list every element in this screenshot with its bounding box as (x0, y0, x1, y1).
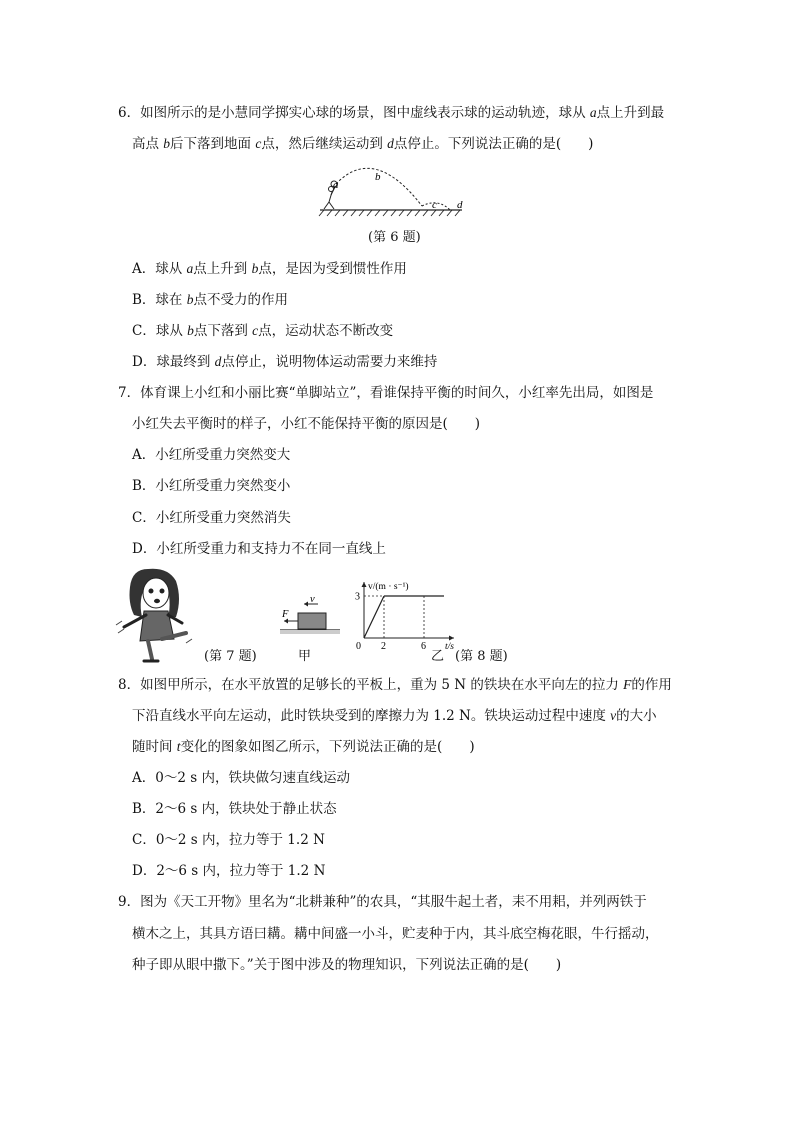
standing-leg (148, 641, 152, 659)
face (143, 578, 169, 608)
q9-stem-line-3: 种子即从眼中撒下。”关于图中涉及的物理知识，下列说法正确的是( ) (132, 957, 562, 973)
vt-line-segment (364, 596, 384, 638)
q6-option-c: C．球从 b点下落到 c点，运动状态不断改变 (132, 323, 394, 339)
q6-option-d: D．球最终到 d点停止，说明物体运动需要力来维持 (132, 354, 438, 370)
q7-caption: (第 7 题) (204, 649, 257, 664)
q8-figure-jia (278, 595, 344, 637)
y-axis-arrow (362, 582, 367, 587)
q7-stem-line-2: 小红失去平衡时的样子，小红不能保持平衡的原因是( ) (132, 416, 481, 432)
girl-illustration (112, 563, 196, 663)
q7-option-a: A．小红所受重力突然变大 (132, 447, 291, 463)
q6-stem-line-1: 6．如图所示的是小慧同学掷实心球的场景，图中虚线表示球的运动轨迹，球从 a点上升到最 (118, 105, 665, 121)
x-axis-arrow (449, 636, 454, 641)
q7-stem-line-1: 7．体育课上小红和小丽比赛“单脚站立”，看谁保持平衡的时间久，小红率先出局，如图是 (118, 385, 654, 401)
q8-caption: (第 8 题) (455, 649, 508, 664)
label-b: b (375, 171, 381, 183)
vt-graph (350, 578, 460, 650)
q8-option-a: A．0～2 s 内，铁块做匀速直线运动 (132, 770, 350, 786)
q7-option-c: C．小红所受重力突然消失 (132, 510, 291, 526)
q6-option-b: B．球在 b点不受力的作用 (132, 292, 288, 308)
q8-stem-line-3: 随时间 t变化的图象如图乙所示，下列说法正确的是( ) (132, 739, 475, 755)
x-tick-label: 6 (421, 641, 426, 650)
q6-stem-line-2: 高点 b后下落到地面 c点，然后继续运动到 d点停止。下列说法正确的是( ) (132, 136, 594, 152)
y-axis-label: v/(m · s⁻¹) (368, 582, 409, 592)
q7-option-d: D．小红所受重力和支持力不在同一直线上 (132, 541, 386, 557)
q6-figure (312, 158, 472, 220)
q6-caption: (第 6 题) (368, 230, 421, 245)
q6-option-a: A．球从 a点上升到 b点，是因为受到惯性作用 (132, 261, 407, 277)
iron-block (298, 613, 326, 629)
q7-option-b: B．小红所受重力突然变小 (132, 478, 291, 494)
label-v: v (310, 595, 315, 605)
label-c: c (432, 199, 437, 211)
label-a: a (333, 179, 339, 191)
q8-stem-line-1: 8．如图甲所示，在水平放置的足够长的平板上，重为 5 N 的铁块在水平向左的拉力 F的作用 (118, 677, 672, 693)
y-tick-label: 3 (355, 591, 360, 603)
q8-option-b: B．2～6 s 内，铁块处于静止状态 (132, 801, 337, 817)
q9-stem-line-1: 9．图为《天工开物》里名为“北耕兼种”的农具，“其服牛起土者，耒不用耜，并列两铁于 (118, 894, 647, 910)
label-F: F (282, 609, 289, 620)
q9-stem-line-2: 横木之上，其具方语曰耩。耩中间盛一小斗，贮麦种于内，其斗底空梅花眼，牛行摇动， (132, 926, 659, 942)
label-yi: 乙 (431, 649, 445, 664)
x-tick-label: 2 (381, 641, 386, 650)
label-d: d (457, 199, 463, 211)
q8-option-d: D．2～6 s 内，拉力等于 1.2 N (132, 863, 326, 879)
board-hatching (280, 630, 340, 634)
x-axis-label: t/s (445, 642, 454, 650)
q8-stem-line-2: 下沿直线水平向左运动，此时铁块受到的摩擦力为 1.2 N。铁块运动过程中速度 v的大小 (132, 708, 657, 724)
label-jia: 甲 (298, 649, 312, 664)
q8-option-c: C．0～2 s 内，拉力等于 1.2 N (132, 832, 325, 848)
ground-hatching (319, 210, 460, 216)
x-tick-label: 0 (356, 641, 361, 650)
